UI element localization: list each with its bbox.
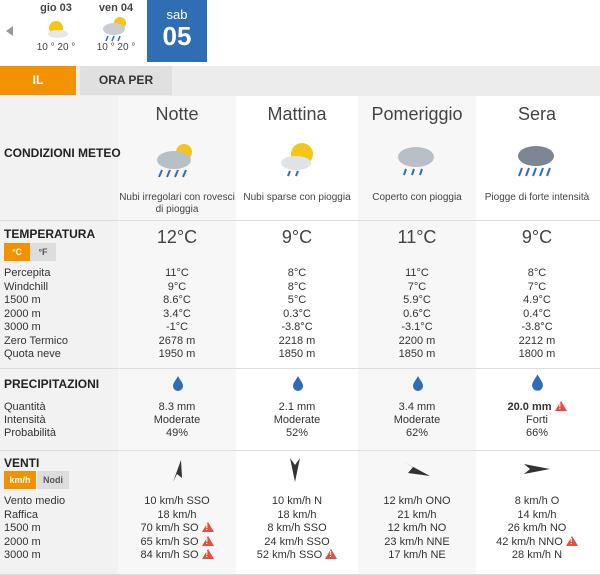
- rain-drop-icon: [412, 375, 422, 389]
- day-number: 05: [162, 21, 192, 51]
- row-label: 1500 m: [4, 522, 41, 534]
- value-text: 28 km/h N: [511, 549, 563, 561]
- value-text: 1850 m: [278, 348, 316, 360]
- temperature-label: TEMPERATURA: [4, 227, 96, 241]
- day-temps: 10 ° 20 °: [36, 42, 76, 53]
- rain-drop-large-icon: [531, 373, 541, 387]
- period-sera: Sera: [517, 104, 557, 124]
- value-text: 4.9°C: [523, 294, 551, 306]
- wind-direction-arrow-icon: [168, 459, 188, 488]
- value-text: 11°C: [405, 267, 429, 279]
- value-text: 2678 m: [158, 334, 196, 347]
- prev-day-arrow-icon[interactable]: [6, 26, 13, 36]
- condition-desc: Nubi sparse con pioggia: [243, 192, 351, 203]
- row-label: Percepita: [4, 267, 51, 279]
- value-text: Moderate: [153, 414, 201, 426]
- condition-desc: Piogge di forte intensità: [484, 192, 590, 203]
- value-text: 52%: [285, 427, 309, 439]
- value-text: 10 km/h SSO: [144, 495, 210, 507]
- row-value: [238, 401, 356, 413]
- day-name: ven 04: [98, 2, 134, 14]
- period-notte: Notte: [155, 104, 199, 124]
- value-text: Moderate: [273, 414, 321, 426]
- value-text: 7°C: [527, 280, 547, 293]
- row-value: [358, 536, 476, 548]
- row-value: [358, 321, 476, 333]
- row-value: [478, 522, 596, 534]
- temp-main: 12°C: [156, 227, 198, 247]
- wind-direction-arrow-icon: [403, 461, 431, 482]
- row-value: [238, 335, 356, 347]
- value-text: 0.6°C: [403, 307, 431, 320]
- row-value: [118, 414, 236, 426]
- row-value: [478, 281, 596, 293]
- row-value: [358, 281, 476, 293]
- value-text: 8 km/h O: [514, 495, 560, 507]
- row-value: [478, 401, 596, 413]
- conditions-label: CONDIZIONI METEO: [4, 146, 121, 160]
- row-value: [478, 495, 596, 507]
- row-value: [118, 509, 236, 521]
- row-label: 2000 m: [4, 535, 41, 548]
- row-value: [358, 427, 476, 439]
- value-text: 24 km/h SSO: [264, 535, 330, 548]
- value-text: 12 km/h ONO: [383, 495, 451, 507]
- row-value: [478, 348, 596, 360]
- row-value: [358, 509, 476, 521]
- period-mattina: Mattina: [267, 104, 327, 124]
- row-value: [358, 335, 476, 347]
- day-name: gio 03: [40, 2, 72, 14]
- value-text: 8°C: [287, 267, 307, 279]
- sun-cloud-icon: [28, 14, 84, 42]
- warning-icon: [202, 522, 214, 532]
- value-text: 2.1 mm: [278, 401, 316, 413]
- row-value: [118, 267, 236, 279]
- row-value: [238, 281, 356, 293]
- row-value: [358, 401, 476, 413]
- value-text: 8°C: [287, 280, 307, 293]
- warning-icon: [202, 536, 214, 546]
- tab-il-giorno[interactable]: IL: [0, 66, 76, 95]
- condition-desc: Coperto con pioggia: [372, 192, 462, 203]
- rain-drop-icon: [292, 375, 302, 389]
- day-saturday-selected[interactable]: [147, 0, 207, 62]
- value-text: 62%: [405, 427, 429, 439]
- temperature-section: [0, 220, 600, 360]
- value-text: 5°C: [287, 294, 307, 306]
- value-text: 18 km/h: [157, 508, 197, 521]
- row-value: [118, 281, 236, 293]
- day-friday[interactable]: [88, 0, 144, 62]
- value-text: 12 km/h NO: [387, 522, 447, 534]
- row-label: 1500 m: [4, 294, 41, 306]
- wind-label: VENTI: [4, 456, 40, 470]
- temp-main: 9°C: [281, 227, 313, 247]
- row-value: [358, 495, 476, 507]
- value-text: Moderate: [393, 414, 441, 426]
- row-label: Windchill: [4, 280, 49, 293]
- precipitation-section: [0, 368, 600, 439]
- row-value: [358, 294, 476, 306]
- row-value: [118, 335, 236, 347]
- row-value: [478, 414, 596, 426]
- row-label: Vento medio: [4, 495, 66, 507]
- row-value: [118, 401, 236, 413]
- row-value: [238, 427, 356, 439]
- view-tabs: [0, 66, 600, 96]
- unit-kmh-button[interactable]: km/h: [4, 471, 36, 489]
- row-value: [478, 308, 596, 320]
- row-label: Quantità: [4, 401, 46, 413]
- value-text: 14 km/h: [517, 508, 557, 521]
- row-value: [238, 522, 356, 534]
- value-text: 9°C: [167, 280, 187, 293]
- value-text: 5.9°C: [403, 294, 431, 306]
- row-value: [118, 321, 236, 333]
- row-value: [238, 414, 356, 426]
- row-value: [478, 321, 596, 333]
- value-text: 42 km/h NNO: [496, 535, 563, 548]
- value-text: 23 km/h NNE: [384, 535, 450, 548]
- row-value: [118, 308, 236, 320]
- row-label: 3000 m: [4, 321, 41, 333]
- row-label: 3000 m: [4, 549, 41, 561]
- wind-direction-arrow-icon: [288, 457, 302, 488]
- warning-icon: [555, 401, 567, 411]
- row-value: [238, 536, 356, 548]
- row-label: Probabilità: [4, 427, 56, 439]
- row-label: Raffica: [4, 508, 39, 521]
- value-text: 0.3°C: [283, 307, 311, 320]
- value-text: 1950 m: [158, 348, 196, 360]
- condition-desc: Nubi irregolari con rovesci di pioggia: [119, 192, 235, 215]
- row-value: [238, 308, 356, 320]
- value-text: 2218 m: [278, 334, 316, 347]
- day-name: sab: [166, 7, 188, 22]
- row-value: [358, 522, 476, 534]
- value-text: 21 km/h: [397, 508, 437, 521]
- tab-ora-per-ora[interactable]: ORA PER: [80, 66, 172, 95]
- row-value: [238, 495, 356, 507]
- value-text: 10 km/h N: [271, 495, 323, 507]
- value-text: Forti: [526, 414, 548, 426]
- value-text: 17 km/h NE: [388, 549, 446, 561]
- row-value: [238, 549, 356, 561]
- period-pomeriggio: Pomeriggio: [371, 104, 463, 124]
- value-text: 20.0 mm: [507, 401, 552, 413]
- row-value: [238, 348, 356, 360]
- row-value: [238, 509, 356, 521]
- temp-main: 11°C: [397, 227, 437, 247]
- row-value: [478, 335, 596, 347]
- wind-section: [0, 450, 600, 561]
- value-text: 52 km/h SSO: [256, 549, 323, 561]
- row-value: [238, 321, 356, 333]
- row-value: [478, 549, 596, 561]
- row-value: [478, 294, 596, 306]
- value-text: 26 km/h NO: [507, 522, 567, 534]
- temp-main: 9°C: [521, 227, 553, 247]
- overcast-rain-icon: [388, 140, 448, 187]
- row-value: [478, 427, 596, 439]
- day-temps: 10 ° 20 °: [96, 42, 136, 53]
- value-text: 8.3 mm: [158, 401, 196, 413]
- day-thursday[interactable]: [28, 0, 84, 62]
- row-value: [238, 294, 356, 306]
- row-value: [118, 427, 236, 439]
- row-value: [118, 536, 236, 548]
- value-text: 3.4 mm: [398, 401, 436, 413]
- value-text: 7°C: [407, 280, 427, 293]
- value-text: -3.8°C: [281, 321, 313, 333]
- rain-drop-icon: [172, 375, 182, 389]
- wind-direction-arrow-icon: [523, 462, 551, 480]
- row-label: 2000 m: [4, 307, 41, 320]
- unit-knots-button[interactable]: Nodi: [37, 471, 69, 489]
- row-value: [358, 549, 476, 561]
- value-text: 11°C: [165, 267, 189, 279]
- value-text: 0.4°C: [523, 307, 551, 320]
- value-text: 1800 m: [518, 348, 556, 360]
- value-text: 1850 m: [398, 348, 436, 360]
- value-text: -3.8°C: [521, 321, 553, 333]
- value-text: 8.6°C: [163, 294, 191, 306]
- row-value: [478, 509, 596, 521]
- value-text: -1°C: [165, 321, 189, 333]
- value-text: 65 km/h SO: [140, 535, 199, 548]
- day-selector: [0, 0, 600, 62]
- row-label: Zero Termico: [4, 334, 68, 347]
- row-value: [118, 495, 236, 507]
- cloud-rain-sun-icon: [88, 14, 144, 42]
- warning-icon: [202, 549, 214, 559]
- row-value: [118, 549, 236, 561]
- row-value: [238, 267, 356, 279]
- value-text: 3.4°C: [163, 307, 191, 320]
- row-label: Quota neve: [4, 348, 61, 360]
- value-text: 8°C: [527, 267, 547, 279]
- value-text: 49%: [165, 427, 189, 439]
- unit-celsius-button[interactable]: °C: [4, 243, 30, 261]
- row-value: [118, 522, 236, 534]
- value-text: 70 km/h SO: [140, 522, 199, 534]
- value-text: -3.1°C: [401, 321, 433, 333]
- row-value: [358, 267, 476, 279]
- value-text: 66%: [525, 427, 549, 439]
- value-text: 2200 m: [398, 334, 436, 347]
- cloud-sun-heavy-rain-icon: [148, 140, 208, 187]
- row-value: [358, 308, 476, 320]
- row-value: [358, 414, 476, 426]
- row-value: [478, 267, 596, 279]
- row-value: [478, 536, 596, 548]
- value-text: 2212 m: [518, 334, 556, 347]
- unit-fahrenheit-button[interactable]: °F: [30, 243, 56, 261]
- heavy-rain-icon: [508, 140, 568, 187]
- value-text: 84 km/h SO: [140, 549, 199, 561]
- value-text: 18 km/h: [277, 508, 317, 521]
- row-value: [118, 294, 236, 306]
- warning-icon: [325, 549, 337, 559]
- sun-cloud-rain-icon: [268, 140, 328, 187]
- row-value: [358, 348, 476, 360]
- row-label: Intensità: [4, 414, 46, 426]
- precipitation-label: PRECIPITAZIONI: [4, 377, 100, 391]
- row-value: [118, 348, 236, 360]
- value-text: 8 km/h SSO: [267, 522, 327, 534]
- warning-icon: [566, 536, 578, 546]
